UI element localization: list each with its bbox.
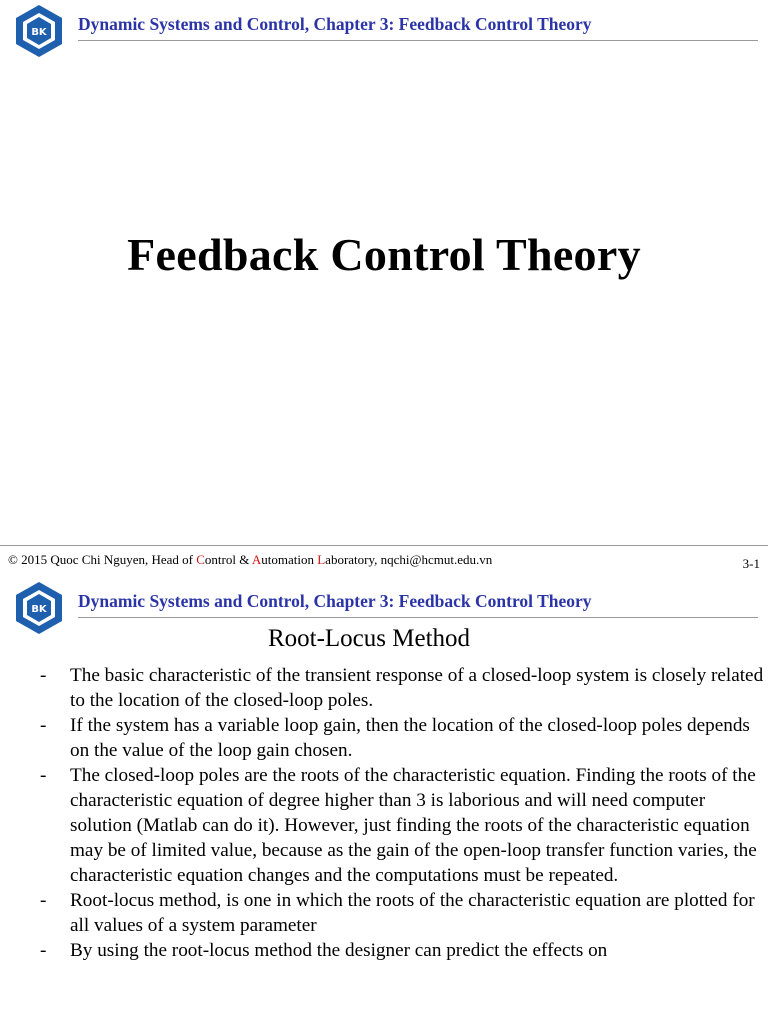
footer-copyright: © 2015 Quoc Chi Nguyen, Head of Control & Automation Laboratory, nqchi@hcmut.edu.vn [8, 552, 493, 567]
page-number: 3-1 [742, 556, 760, 571]
logo-text: BK [31, 27, 47, 38]
logo-text: BK [31, 604, 47, 615]
section-title: Root-Locus Method [267, 625, 471, 652]
header-title: Dynamic Systems and Control, Chapter 3: Feedback Control Theory [78, 591, 592, 611]
bk-logo-icon [12, 4, 66, 58]
slide-2 [0, 577, 768, 1024]
bullet-item: - The closed-loop poles are the roots of the characteristic equation. Finding the roots of the characteristic equation of degree higher than 3 is laborious and will need computer solution (Matlab can do it). However, just finding the roots of the characteristic equation may be of limited value, because as the gain of the open-loop transfer function varies, the characteristic equation changes and the computations must be repeated. [40, 765, 757, 886]
footer-divider [0, 545, 768, 546]
chapter-title: Feedback Control Theory [127, 229, 641, 280]
bullet-item: - The basic characteristic of the transient response of a closed-loop system is closely related to the location of the closed-loop poles. [40, 665, 764, 711]
header-divider [78, 40, 758, 41]
header-divider [78, 617, 758, 618]
bullet-item: - Root-locus method, is one in which the roots of the characteristic equation are plotted for all values of a system parameter [40, 890, 755, 936]
bullet-list [40, 663, 764, 963]
bullet-item: - By using the root-locus method the designer can predict the effects on [40, 940, 608, 961]
header-title: Dynamic Systems and Control, Chapter 3: Feedback Control Theory [78, 14, 592, 34]
bullet-item: - If the system has a variable loop gain, then the location of the closed-loop poles depends on the value of the loop gain chosen. [40, 715, 750, 761]
